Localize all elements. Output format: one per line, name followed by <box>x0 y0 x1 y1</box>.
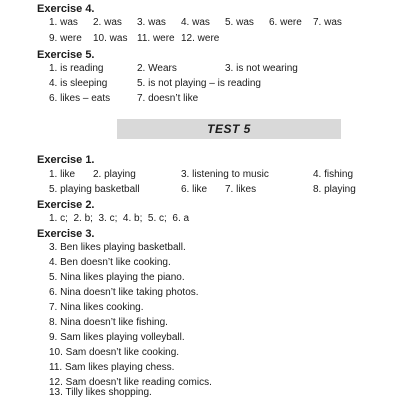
answer-cell: 7. doesn’t like <box>137 93 199 104</box>
exercise-5-row-1 <box>0 62 400 76</box>
test-exercise-1-row-2 <box>0 183 400 197</box>
answer-cell: 1. is reading <box>49 63 104 74</box>
list-item: 3. Ben likes playing basketball. <box>49 242 186 253</box>
test-banner <box>117 119 341 139</box>
answer-cell: 6. like <box>181 184 208 195</box>
answer-cell: 7. was <box>313 17 342 28</box>
answer-cell: 8. playing <box>313 184 356 195</box>
answer-cell: 10. was <box>93 33 128 44</box>
list-item: 11. Sam likes playing chess. <box>49 362 175 373</box>
exercise-4-row-2 <box>0 32 400 46</box>
exercise-5-row-3 <box>0 92 400 106</box>
answer-cell: 4. fishing <box>313 169 354 180</box>
exercise-5-heading: Exercise 5. <box>37 49 95 61</box>
answer-cell: 11. were <box>137 33 175 44</box>
list-item: 4. Ben doesn’t like cooking. <box>49 257 171 268</box>
test-exercise-1-heading: Exercise 1. <box>37 154 95 166</box>
answer-cell: 3. was <box>137 17 166 28</box>
answer-cell: 7. likes <box>225 184 257 195</box>
test-exercise-3-heading: Exercise 3. <box>37 228 95 240</box>
list-item: 12. Sam doesn’t like reading comics. <box>49 377 212 388</box>
test-title: TEST 5 <box>207 122 251 136</box>
answer-cell: 9. were <box>49 33 82 44</box>
answer-cell: 4. is sleeping <box>49 78 108 89</box>
answer-cell: 6. were <box>269 17 302 28</box>
exercise-4-row-1 <box>0 16 400 30</box>
answer-cell: 6. likes – eats <box>49 93 111 104</box>
list-item: 5. Nina likes playing the piano. <box>49 272 185 283</box>
answer-cell: 3. is not wearing <box>225 63 298 74</box>
test-exercise-2-heading: Exercise 2. <box>37 199 95 211</box>
answer-cell: 1. was <box>49 17 78 28</box>
list-item: 7. Nina likes cooking. <box>49 302 144 313</box>
test-exercise-1-row-1 <box>0 168 400 182</box>
list-item: 13. Tilly likes shopping. <box>49 387 152 398</box>
answer-cell: 2. was <box>93 17 122 28</box>
exercise-4-heading: Exercise 4. <box>37 3 95 15</box>
list-item: 6. Nina doesn’t like taking photos. <box>49 287 199 298</box>
list-item: 8. Nina doesn’t like fishing. <box>49 317 168 328</box>
answer-cell: 5. playing basketball <box>49 184 140 195</box>
list-item: 10. Sam doesn’t like cooking. <box>49 347 180 358</box>
answer-cell: 5. was <box>225 17 254 28</box>
answer-cell: 1. like <box>49 169 76 180</box>
answer-cell: 3. listening to music <box>181 169 269 180</box>
answer-cell: 5. is not playing – is reading <box>137 78 261 89</box>
test-exercise-2-answers: 1. c; 2. b; 3. c; 4. b; 5. c; 6. a <box>49 213 190 224</box>
list-item: 9. Sam likes playing volleyball. <box>49 332 185 343</box>
answer-cell: 2. playing <box>93 169 136 180</box>
answer-cell: 4. was <box>181 17 210 28</box>
exercise-5-row-2 <box>0 77 400 91</box>
answer-cell: 12. were <box>181 33 220 44</box>
answer-cell: 2. Wears <box>137 63 177 74</box>
